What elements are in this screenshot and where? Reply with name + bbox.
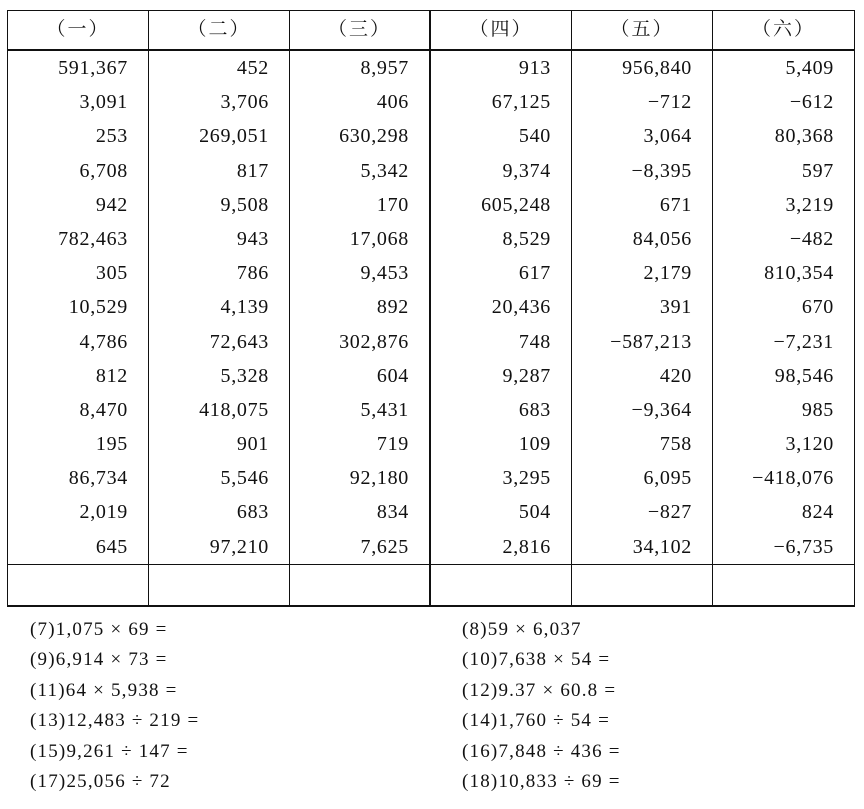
sum-cell-blank [713,564,854,605]
table-cell: 8,957 [290,51,431,85]
table-cell: 2,179 [572,256,713,290]
table-cell: 671 [572,188,713,222]
problem-item: (18)10,833 ÷ 69 = [462,770,621,792]
column-header: （一） [8,11,149,51]
sum-cell-blank [149,564,290,605]
table-cell: 5,409 [785,57,834,79]
problem-item: (11)64 × 5,938 = [30,679,178,701]
table-cell: 2,019 [8,495,149,529]
table-cell: 17,068 [290,222,431,256]
table-cell: 302,876 [290,325,431,359]
table-cell: 943 [149,222,290,256]
table-cell: 597 [801,159,834,182]
table-cell: 913 [431,51,572,85]
table-cell: 109 [431,427,572,461]
column-header: （四） [431,11,572,51]
table-cell: 6,708 [8,154,149,188]
table-cell: 10,529 [8,290,149,324]
table-cell: −7,231 [773,330,834,353]
table-cell: 9,287 [431,359,572,393]
problem-list-right [462,615,842,797]
table-cell: 418,075 [149,393,290,427]
table-cell: 269,051 [149,119,290,153]
table-cell: 92,180 [290,461,431,495]
table-cell: 3,120 [785,433,834,456]
table-cell: 645 [8,530,149,564]
table-cell: 3,091 [8,85,149,119]
table-cell: 942 [8,188,149,222]
table-cell: −612 [789,91,834,114]
table-cell: −8,395 [572,154,713,188]
sum-cell-blank [572,564,713,605]
column-header: （三） [290,11,431,51]
table-cell: 8,529 [431,222,572,256]
table-cell: 195 [8,427,149,461]
table-cell: 253 [8,119,149,153]
problem-item: (7)1,075 × 69 = [30,619,168,640]
table-cell: 591,367 [8,51,149,85]
table-cell: 617 [431,256,572,290]
table-cell: −712 [572,85,713,119]
problem-item: (17)25,056 ÷ 72 [30,770,171,792]
table-cell: 20,436 [431,290,572,324]
table-cell: 86,734 [8,461,149,495]
table-cell: 3,064 [572,119,713,153]
table-cell: 812 [8,359,149,393]
table-cell: 540 [431,119,572,153]
table-cell: 3,706 [149,85,290,119]
table-cell: 782,463 [8,222,149,256]
table-cell: 985 [801,398,834,421]
table-cell: 758 [572,427,713,461]
table-cell: 3,219 [785,193,834,216]
table-cell: 892 [290,290,431,324]
sum-cell-blank [290,564,431,605]
problem-item: (15)9,261 ÷ 147 = [30,740,189,762]
table-cell: 683 [431,393,572,427]
table-cell: 97,210 [149,530,290,564]
table-cell: 5,546 [149,461,290,495]
table-cell: 72,643 [149,325,290,359]
table-cell: 34,102 [572,530,713,564]
table-cell: 5,431 [290,393,431,427]
table-cell: 391 [572,290,713,324]
problem-item: (9)6,914 × 73 = [30,649,168,671]
table-cell: −482 [789,227,834,250]
table-cell: 901 [149,427,290,461]
table-cell: 504 [431,495,572,529]
table-cell: 452 [149,51,290,85]
table-cell: 786 [149,256,290,290]
problem-list-left [30,615,410,797]
column-header: （二） [149,11,290,51]
problem-item: (16)7,848 ÷ 436 = [462,740,621,762]
table-cell: 305 [8,256,149,290]
table-cell: −6,735 [773,535,834,558]
table-cell: 9,453 [290,256,431,290]
table-cell: 4,786 [8,325,149,359]
table-cell: 406 [290,85,431,119]
table-cell: 956,840 [572,51,713,85]
table-cell: −587,213 [572,325,713,359]
table-cell: 834 [290,495,431,529]
table-cell: 8,470 [8,393,149,427]
table-cell: 604 [290,359,431,393]
sum-cell-blank [431,564,572,605]
table-cell: 605,248 [431,188,572,222]
problem-item: (14)1,760 ÷ 54 = [462,710,610,732]
problem-item: (8)59 × 6,037 [462,619,582,640]
table-cell: 170 [290,188,431,222]
table-cell: 5,342 [290,154,431,188]
table-cell: 9,374 [431,154,572,188]
sum-cell-blank [8,564,149,605]
table-cell: 7,625 [290,530,431,564]
column-header: （六） [713,11,854,51]
column-header: （五） [572,11,713,51]
table-cell: 6,095 [572,461,713,495]
table-cell: 2,816 [431,530,572,564]
table-cell: 84,056 [572,222,713,256]
addition-table [7,10,855,607]
problem-item: (10)7,638 × 54 = [462,649,611,671]
table-cell: 817 [149,154,290,188]
table-cell: 630,298 [290,119,431,153]
table-cell: 3,295 [431,461,572,495]
table-cell: 824 [801,501,834,524]
table-cell: 5,328 [149,359,290,393]
table-cell: 67,125 [431,85,572,119]
table-cell: 420 [572,359,713,393]
table-cell: 748 [431,325,572,359]
table-cell: 80,368 [774,125,834,148]
table-cell: 98,546 [774,364,834,387]
table-cell: 4,139 [149,290,290,324]
problem-item: (12)9.37 × 60.8 = [462,679,617,701]
table-cell: −827 [572,495,713,529]
table-cell: 670 [801,296,834,319]
table-cell: −9,364 [572,393,713,427]
problem-item: (13)12,483 ÷ 219 = [30,710,200,732]
table-cell: 719 [290,427,431,461]
table-cell: −418,076 [752,467,834,490]
table-cell: 810,354 [764,262,834,285]
table-cell: 9,508 [149,188,290,222]
table-cell: 683 [149,495,290,529]
